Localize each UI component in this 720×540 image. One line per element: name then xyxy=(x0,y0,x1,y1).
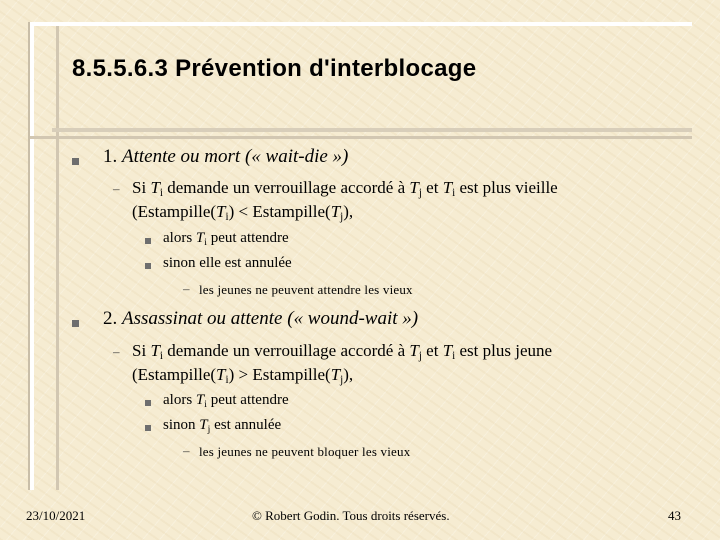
item-2-sub-1: alors $T_i$ peut attendre xyxy=(163,392,289,410)
item-1-sub-2: sinon elle est annulée xyxy=(163,255,292,271)
bullet-square-icon xyxy=(145,238,151,244)
dash-bullet-icon: – xyxy=(183,443,190,458)
item-2-rule-line-1: Si $T_i$ demande un verrouillage accordé à $T_j$ et $T_i$ est plus jeune xyxy=(132,341,553,362)
bullet-square-icon xyxy=(72,158,79,165)
slide-title: 8.5.5.6.3 Prévention d'interblocage xyxy=(72,55,477,82)
item-1-heading: 1. Attente ou mort (« wait-die ») xyxy=(103,146,349,167)
item-1-rule-line-1: Si $T_i$ demande un verrouillage accordé à $T_j$ et $T_i$ est plus vieille xyxy=(132,178,558,199)
dash-bullet-icon: – xyxy=(113,344,120,359)
item-2-heading: 2. Assassinat ou attente (« wound-wait ») xyxy=(103,308,419,329)
footer-date: 23/10/2021 xyxy=(26,508,86,523)
item-2-note: les jeunes ne peuvent bloquer les vieux xyxy=(199,444,411,459)
bullet-square-icon xyxy=(145,263,151,269)
item-2-rule-line-2: ($Estampille(T_i)$ > $Estampille(T_j)$, xyxy=(132,365,354,386)
dash-bullet-icon: – xyxy=(113,181,120,196)
footer-copyright: © Robert Godin. Tous droits réservés. xyxy=(252,508,450,523)
item-1-note: les jeunes ne peuvent attendre les vieux xyxy=(199,282,413,297)
dash-bullet-icon: – xyxy=(183,281,190,296)
item-1-rule-line-2: ($Estampille(T_i)$ < $Estampille(T_j)$, xyxy=(132,202,354,223)
item-1-sub-1: alors $T_i$ peut attendre xyxy=(163,230,289,248)
bullet-square-icon xyxy=(72,320,79,327)
item-2-sub-2: sinon $T_j$ est annulée xyxy=(163,417,282,435)
footer-page-number: 43 xyxy=(668,508,681,523)
bullet-square-icon xyxy=(145,425,151,431)
bullet-square-icon xyxy=(145,400,151,406)
